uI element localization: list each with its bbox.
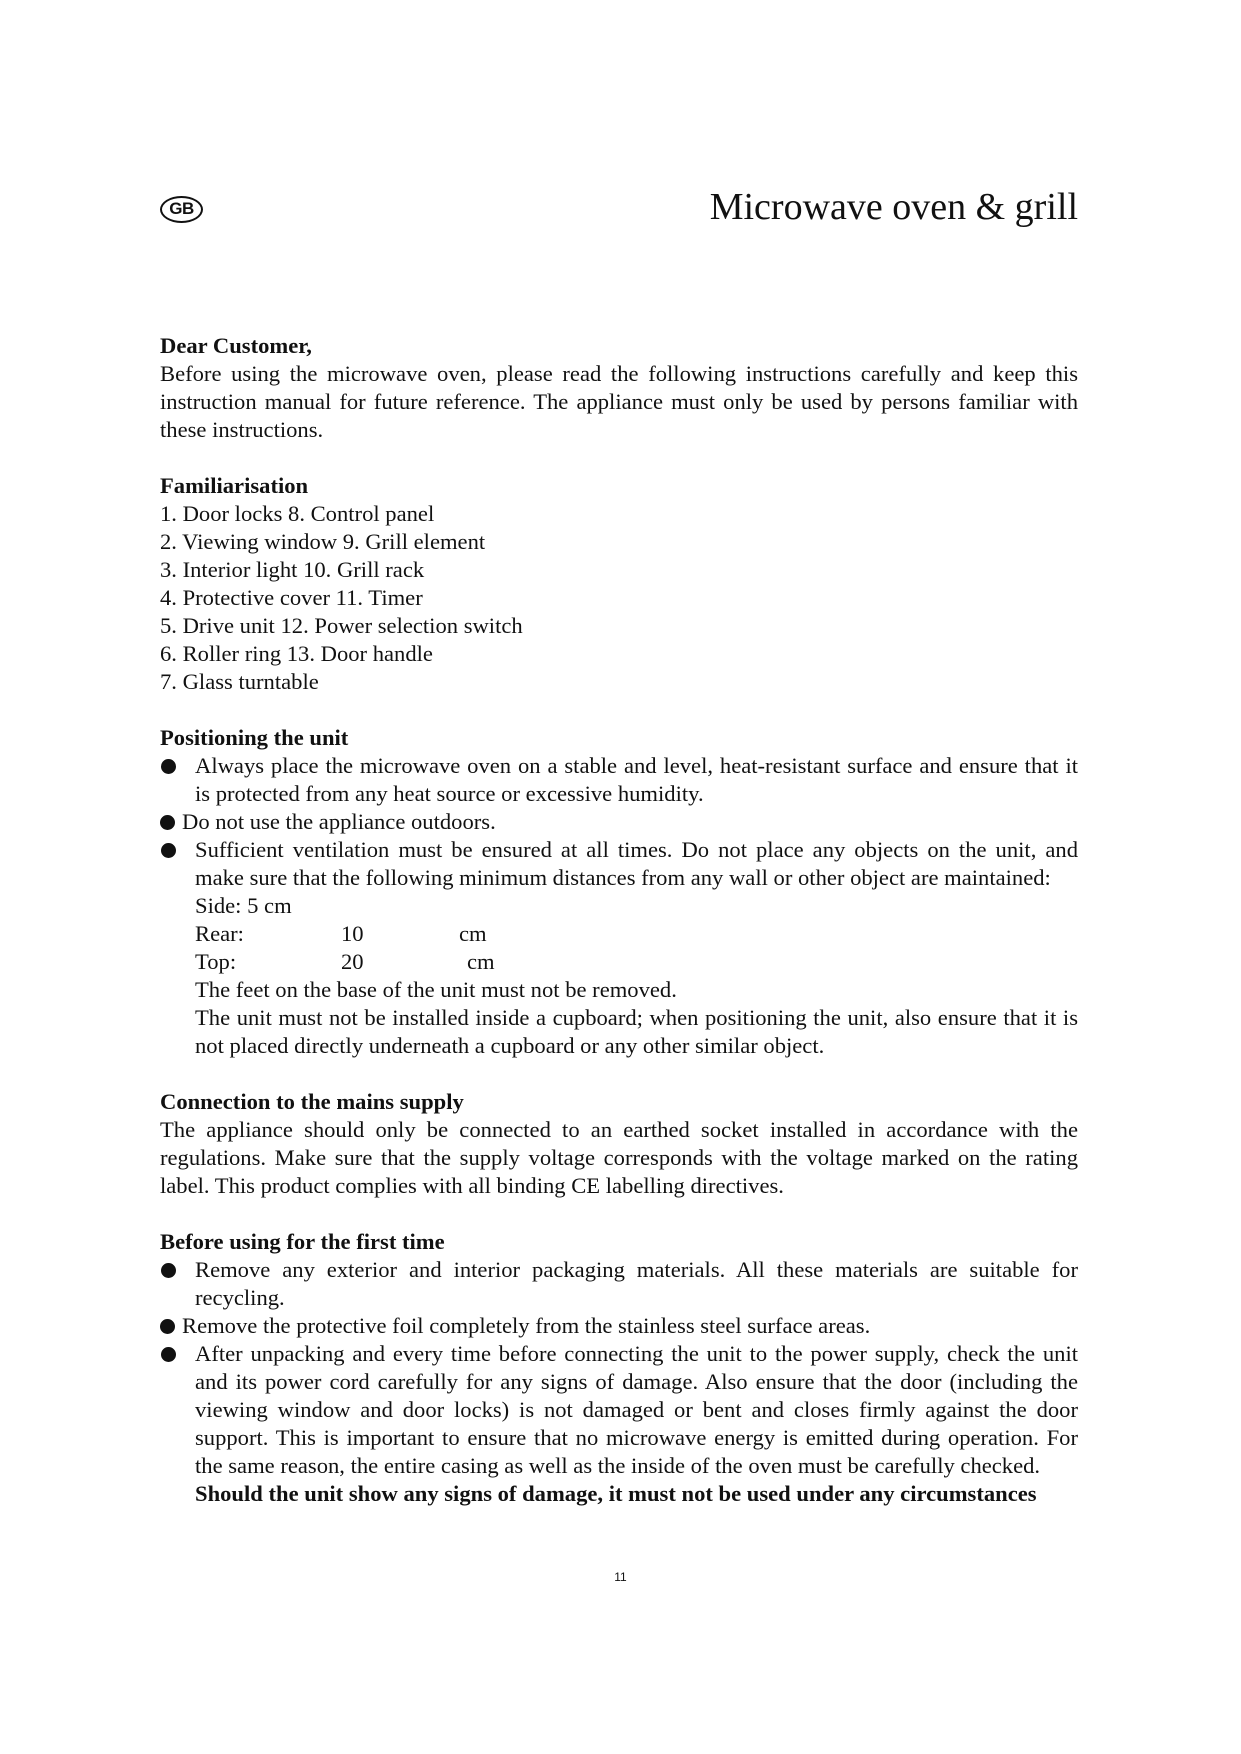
- cupboard-note: The unit must not be installed inside a cupboard; when positioning the unit, also ensure that it is not placed directly underneath a cupboard or any other similar object.: [195, 1005, 1078, 1058]
- bullet-text: Sufficient ventilation must be ensured at all times. Do not place any objects on the unit, and make sure that the following minimum distances from any wall or other object are maintained:: [195, 837, 1078, 890]
- country-badge: GB: [160, 196, 203, 223]
- list-item: [160, 836, 1078, 1060]
- damage-warning: Should the unit show any signs of damage, it must not be used under any circumstances: [195, 1481, 1037, 1506]
- intro-section: [160, 332, 1078, 444]
- distance-value: 10: [341, 921, 364, 946]
- positioning-list: [160, 752, 1078, 1060]
- bullet-text: Remove any exterior and interior packaging materials. All these materials are suitable for recycling.: [195, 1257, 1078, 1310]
- bullet-icon: [160, 815, 175, 830]
- feet-note: The feet on the base of the unit must not be removed.: [195, 977, 677, 1002]
- distance-label: Top:: [195, 949, 237, 974]
- page-content: [160, 332, 1078, 1508]
- bullet-icon: [161, 1263, 176, 1278]
- list-item: [160, 1340, 1078, 1480]
- list-item: 1. Door locks 8. Control panel: [160, 501, 435, 526]
- distance-side: Side: 5 cm: [195, 893, 292, 918]
- distance-unit: cm: [467, 949, 495, 974]
- mains-section: [160, 1088, 1078, 1200]
- list-item: 4. Protective cover 11. Timer: [160, 585, 423, 610]
- first-use-heading: Before using for the first time: [160, 1229, 445, 1254]
- list-item: 3. Interior light 10. Grill rack: [160, 557, 425, 582]
- bullet-icon: [161, 843, 176, 858]
- mains-paragraph: The appliance should only be connected to an earthed socket installed in accordance with the regulations. Make sure that the supply voltage corresponds with the voltage marked on the rating label. This product complies with all binding CE labelling directives.: [160, 1117, 1078, 1198]
- bullet-text: Remove the protective foil completely from the stainless steel surface areas.: [182, 1313, 871, 1338]
- page-title: Microwave oven & grill: [709, 186, 1078, 228]
- list-item: [160, 1256, 1078, 1312]
- familiarisation-section: [160, 472, 1078, 696]
- distance-rear: [195, 920, 1078, 948]
- distance-top: [195, 948, 1078, 976]
- list-item: 6. Roller ring 13. Door handle: [160, 641, 433, 666]
- bullet-text: Do not use the appliance outdoors.: [182, 809, 496, 834]
- distance-value: 20: [341, 949, 364, 974]
- list-item: 7. Glass turntable: [160, 669, 319, 694]
- intro-paragraph: Before using the microwave oven, please read the following instructions carefully and keep this instruction manual for future reference. The appliance must only be used by persons familiar with these instructions.: [160, 361, 1078, 442]
- list-item: [160, 752, 1078, 808]
- distance-label: Rear:: [195, 921, 244, 946]
- distance-unit: cm: [459, 921, 487, 946]
- page-number: 11: [614, 1570, 627, 1584]
- mains-heading: Connection to the mains supply: [160, 1089, 464, 1114]
- bullet-text: Always place the microwave oven on a stable and level, heat-resistant surface and ensure that it is protected from any heat source or excessive humidity.: [195, 753, 1078, 806]
- list-item: [160, 1312, 1078, 1340]
- bullet-icon: [160, 1319, 175, 1334]
- bullet-icon: [161, 1347, 176, 1362]
- list-item: [160, 808, 1078, 836]
- first-use-list: [160, 1256, 1078, 1480]
- positioning-heading: Positioning the unit: [160, 725, 349, 750]
- bullet-icon: [161, 759, 176, 774]
- familiarisation-heading: Familiarisation: [160, 473, 309, 498]
- list-item: 2. Viewing window 9. Grill element: [160, 529, 486, 554]
- bullet-text: After unpacking and every time before connecting the unit to the power supply, check the unit and its power cord carefully for any signs of damage. Also ensure that the door (including the viewing window and door locks) is not damaged or bent and closes firmly against the door support. This is important to ensure that no microwave energy is emitted during operation. For the same reason, the entire casing as well as the inside of the oven must be carefully checked.: [195, 1341, 1078, 1478]
- greeting: Dear Customer,: [160, 333, 312, 358]
- first-use-section: [160, 1228, 1078, 1508]
- parts-list: [160, 500, 1078, 696]
- positioning-section: [160, 724, 1078, 1060]
- list-item: 5. Drive unit 12. Power selection switch: [160, 613, 523, 638]
